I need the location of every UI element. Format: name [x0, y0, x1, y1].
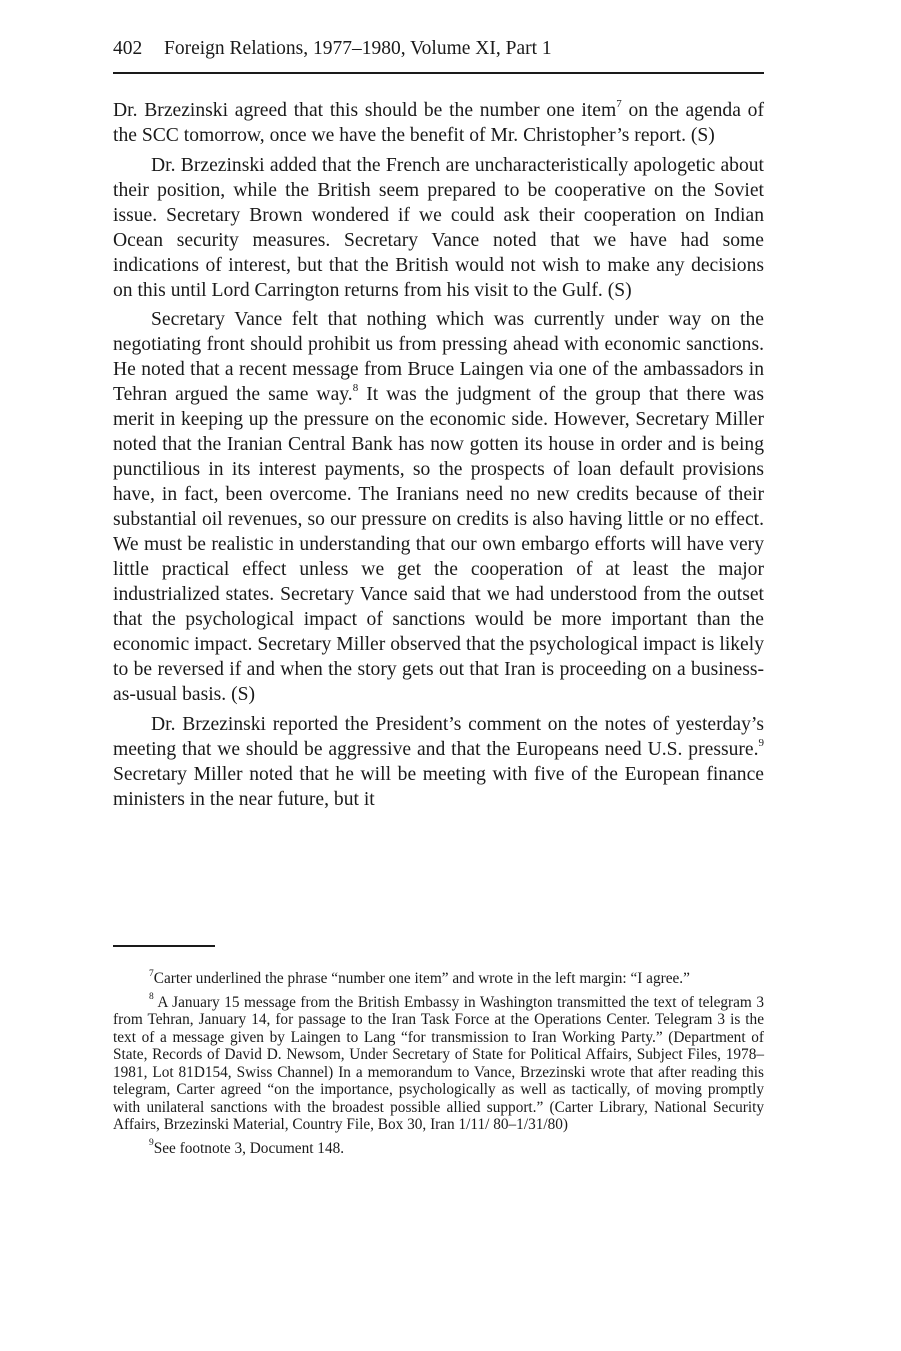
footnote-text: Carter underlined the phrase “number one item” and wrote in the left margin: “I agree.”: [153, 970, 690, 987]
running-header: [113, 38, 764, 74]
page-number: 402: [113, 38, 143, 59]
running-title: Foreign Relations, 1977–1980, Volume XI, Part 1: [164, 38, 552, 59]
paragraph-text: Dr. Brzezinski agreed that this should be the number one item: [113, 100, 617, 121]
paragraph: Dr. Brzezinski added that the French are uncharacteristically apologetic about their position, while the British seem prepared to be cooperative on the Soviet issue. Secretary Brown wondered if we could ask their cooperation on Indian Ocean security measures. Secretary Vance noted that we have had some indications of interest, but that the British would not wish to make any decisions on this until Lord Carrington returns from his visit to the Gulf. (S): [113, 154, 764, 301]
footnote-number: 7: [149, 968, 154, 979]
footnote-ref: 8: [352, 382, 359, 395]
footnote-ref: 7: [616, 98, 622, 111]
footnote-text: See footnote 3, Document 148.: [153, 1139, 345, 1157]
footnotes: [113, 970, 764, 1163]
footnote: [113, 1140, 764, 1158]
paragraph-text: Dr. Brzezinski reported the President’s comment on the notes of yesterday’s meeting that we should be aggressive and that the Europeans need U.S. pressure.: [113, 713, 764, 760]
paragraph-text: Secretary Vance felt that nothing which was currently under way on the negotiating front should prohibit us from pressing ahead with economic sanctions. He noted that a recent message from Bruce Laingen via one of the ambassadors in Tehran argued the same way.: [113, 309, 764, 405]
paragraph-text: on the agenda of the SCC tomorrow, once we have the benefit of Mr. Christopher’s report. (S): [113, 100, 764, 146]
main-text: [113, 98, 764, 816]
footnote-ref: 9: [758, 736, 764, 749]
paragraph: [113, 307, 764, 707]
paragraph: [113, 712, 764, 812]
footnote: [113, 970, 764, 988]
footnote-text: A January 15 message from the British Embassy in Washington transmitted the text of telegram 3 from Tehran, January 14, for passage to the Iran Task Force at the Operations Center. Telegram 3 is the text of a message given by Laingen to Lang “for transmission to Iran Working Party.” (Department of State, Records of David D. Newsom, Under Secretary of State for Political Affairs, Subject Files, 1978–1981, Lot 81D154, Swiss Channel) In a memorandum to Vance, Brzezinski wrote that after reading this telegram, Carter agreed “on the importance, psychologically as well as tactically, of moving promptly with unilateral sanctions with the broadest possible allied support.” (Carter Library, National Security Affairs, Brzezinski Material, Country File, Box 30, Iran 1/11/ 80–1/31/80): [113, 993, 764, 1133]
paragraph: [113, 98, 764, 148]
paragraph-text: Secretary Miller noted that he will be meeting with five of the European finance ministers in the near future, but it: [113, 763, 764, 810]
footnote: [113, 994, 764, 1134]
paragraph-text: It was the judgment of the group that there was merit in keeping up the pressure on the economic side. However, Secretary Miller noted that the Iranian Central Bank has now gotten its house in order and is being punctilious in its interest payments, so the prospects of loan default provisions have, in fact, been overcome. The Iranians need no new credits because of their substantial oil revenues, so our pressure on credits is also having little or no effect. We must be realistic in understanding that our own embargo efforts will have very little practical effect unless we get the cooperation of at least the major industrialized states. Secretary Vance said that we had understood from the outset that the psychological impact of sanctions would be more important than the economic impact. Secretary Miller observed that the psychological impact is likely to be reversed if and when the story gets out that Iran is proceeding on a business-as-usual basis. (S): [113, 384, 764, 705]
footnote-separator: [113, 945, 215, 947]
footnote-number: 9: [149, 1138, 154, 1149]
footnote-number: 8: [149, 992, 154, 1003]
